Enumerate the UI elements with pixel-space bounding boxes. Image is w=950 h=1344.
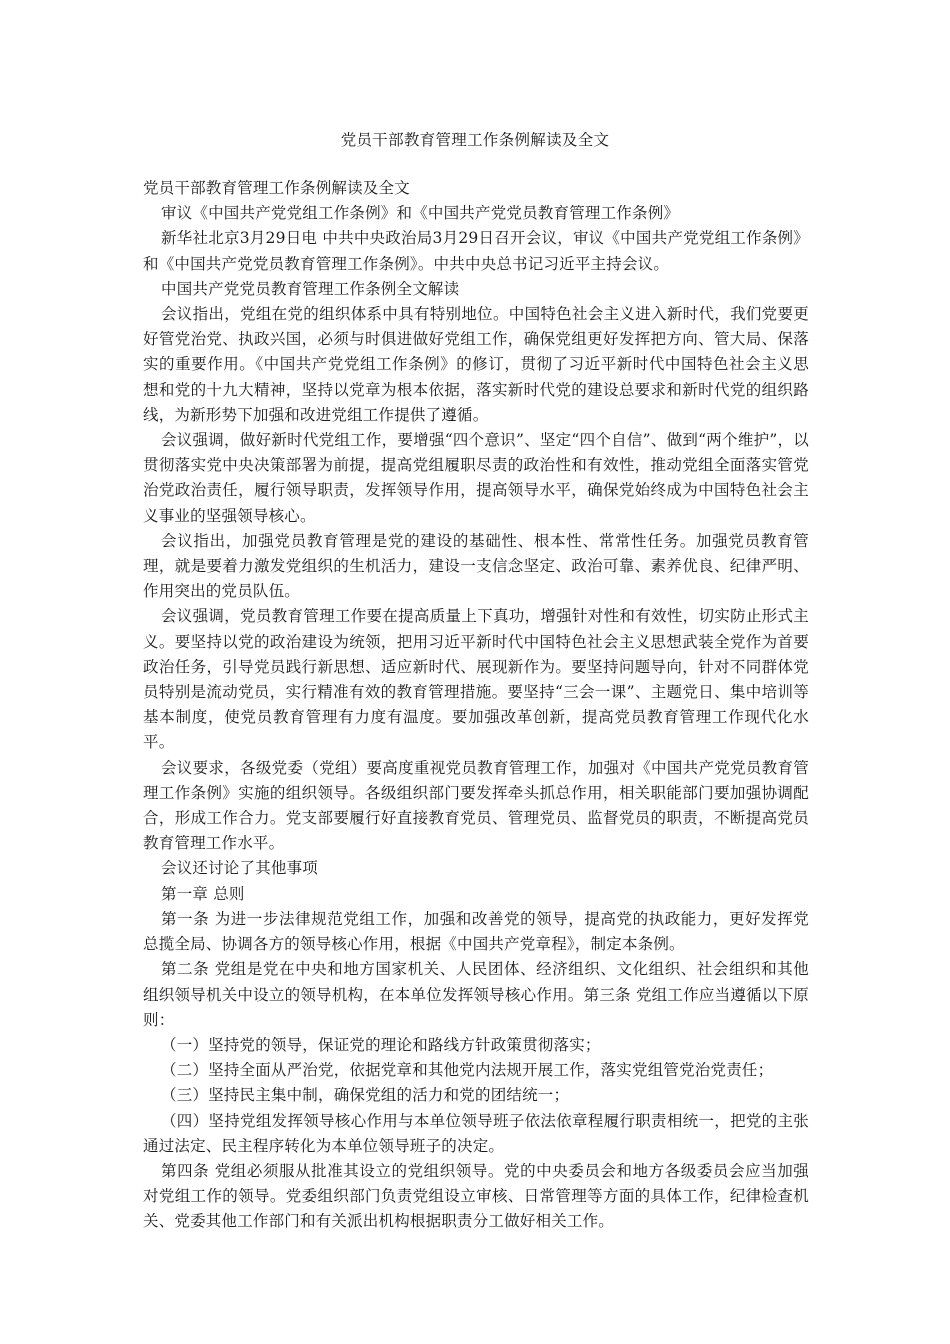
- paragraph: 会议指出，党组在党的组织体系中具有特别地位。中国特色社会主义进入新时代，我们党要更好管党治党、执政兴国，必须与时俱进做好党组工作，确保党组更好发挥把方向、管大局、保落实的重要作用。《中国共产党党组工作条例》的修订，贯彻了习近平新时代中国特色社会主义思想和党的十九大精神，坚持以党章为根本依据，落实新时代党的建设总要求和新时代党的组织路线，为新形势下加强和改进党组工作提供了遵循。: [143, 305, 809, 424]
- article-paragraph: 第二条 党组是党在中央和地方国家机关、人民团体、经济组织、文化组织、社会组织和其他组织领导机关中设立的领导机构，在本单位发挥领导核心作用。第三条 党组工作应当遵循以下原则：: [143, 960, 809, 1029]
- document-body: [143, 176, 809, 1235]
- paragraph: 会议要求，各级党委（党组）要高度重视党员教育管理工作，加强对《中国共产党党员教育管理工作条例》实施的组织领导。各级组织部门要发挥牵头抓总作用，相关职能部门要加强协调配合，形成工作合力。党支部要履行好直接教育党员、管理党员、监督党员的职责，不断提高党员教育管理工作水平。: [143, 758, 809, 853]
- paragraph: 会议指出，加强党员教育管理是党的建设的基础性、根本性、常常性任务。加强党员教育管理，就是要着力激发党组织的生机活力，建设一支信念坚定、政治可靠、素养优良、纪律严明、作用突出的党员队伍。: [143, 531, 809, 601]
- article-paragraph: 第一条 为进一步法律规范党组工作，加强和改善党的领导，提高党的执政能力，更好发挥党总揽全局、协调各方的领导核心作用，根据《中国共产党章程》，制定本条例。: [143, 909, 809, 954]
- principle-item: （二）坚持全面从严治党，依据党章和其他党内法规开展工作，落实党组管党治党责任；: [161, 1061, 774, 1080]
- paragraph: 中国共产党党员教育管理工作条例全文解读: [161, 279, 460, 298]
- chapter-heading: 第一章 总则: [161, 884, 245, 903]
- paragraph: 新华社北京3月29日电 中共中央政治局3月29日召开会议，审议《中国共产党党组工作条例》和《中国共产党党员教育管理工作条例》。中共中央总书记习近平主持会议。: [143, 229, 809, 273]
- article-paragraph: 第四条 党组必须服从批准其设立的党组织领导。党的中央委员会和地方各级委员会应当加强对党组工作的领导。党委组织部门负责党组设立审核、日常管理等方面的具体工作，纪律检查机关、党委其他工作部门和有关派出机构根据职责分工做好相关工作。: [143, 1161, 809, 1231]
- principle-item: （一）坚持党的领导，保证党的理论和路线方针政策贯彻落实；: [161, 1035, 601, 1054]
- document-title: 党员干部教育管理工作条例解读及全文: [340, 131, 610, 149]
- paragraph: 会议强调，党员教育管理工作要在提高质量上下真功，增强针对性和有效性，切实防止形式主义。要坚持以党的政治建设为统领，把用习近平新时代中国特色社会主义思想武装全党作为首要政治任务，引导党员践行新思想、适应新时代、展现新作为。要坚持问题导向，针对不同群体党员特别是流动党员，实行精准有效的教育管理措施。要坚持“三会一课”、主题党日、集中培训等基本制度，使党员教育管理有力度有温度。要加强改革创新，提高党员教育管理工作现代化水平。: [143, 607, 809, 752]
- principle-item: （三）坚持民主集中制，确保党组的活力和党的团结统一；: [161, 1086, 570, 1105]
- paragraph: 会议强调，做好新时代党组工作，要增强“四个意识”、坚定“四个自信”、做到“两个维护”，以贯彻落实党中央决策部署为前提，提高党组履职尽责的政治性和有效性，推动党组全面落实管党治党政治责任，履行领导职责，发挥领导作用，提高领导水平，确保党始终成为中国特色社会主义事业的坚强领导核心。: [143, 431, 809, 525]
- paragraph: 会议还讨论了其他事项: [161, 859, 319, 878]
- principle-item: （四）坚持党组发挥领导核心作用与本单位领导班子依法依章程履行职责相统一，把党的主张通过法定、民主程序转化为本单位领导班子的决定。: [143, 1111, 809, 1155]
- paragraph: 党员干部教育管理工作条例解读及全文: [143, 179, 410, 197]
- paragraph: 审议《中国共产党党组工作条例》和《中国共产党党员教育管理工作条例》: [161, 204, 680, 223]
